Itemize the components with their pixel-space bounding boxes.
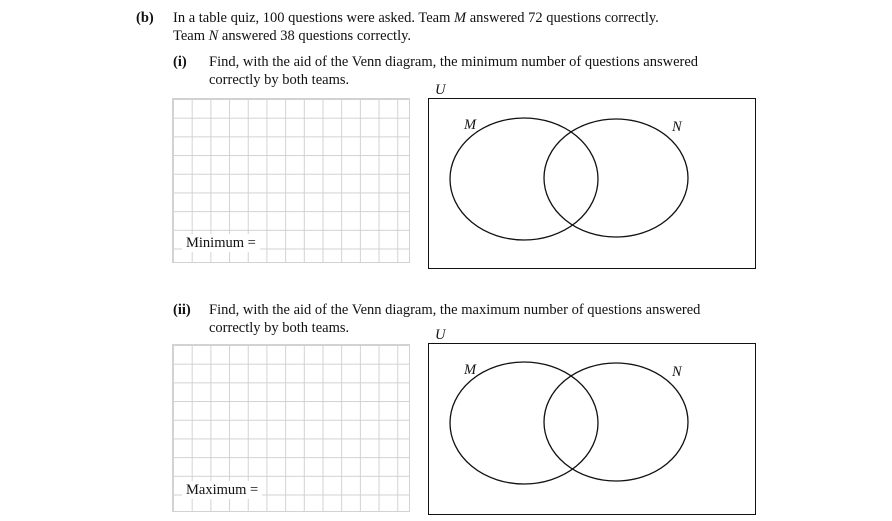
part-ii-label: (ii): [173, 302, 191, 318]
set-n-label-ii: N: [672, 364, 682, 380]
set-n-circle: [544, 119, 688, 237]
intro-line2-post: answered 38 questions correctly.: [218, 28, 412, 44]
part-ii-text-line2: correctly by both teams.: [209, 320, 350, 336]
team-m-name: M: [453, 10, 467, 26]
set-m-label-i: M: [464, 117, 477, 133]
venn-circles-ii: [429, 344, 757, 516]
venn-diagram-ii: [428, 343, 756, 515]
maximum-label: Maximum =: [182, 481, 262, 499]
team-n-name: N: [208, 28, 219, 44]
set-m-circle: [450, 362, 598, 484]
question-intro-line2: [173, 27, 411, 45]
set-n-label-i: N: [672, 119, 682, 135]
intro-line1-pre: In a table quiz, 100 questions were asked. Team: [173, 10, 454, 26]
universe-label-ii: U: [435, 327, 446, 343]
venn-circles-i: [429, 99, 757, 270]
venn-diagram-i: [428, 98, 756, 269]
universe-label-i: U: [435, 82, 446, 98]
intro-line2-pre: Team: [173, 28, 209, 44]
part-i-text-line2: correctly by both teams.: [209, 72, 350, 88]
part-ii-text-line1: Find, with the aid of the Venn diagram, the maximum number of questions answered: [209, 302, 701, 318]
minimum-label: Minimum =: [182, 234, 260, 252]
set-m-circle: [450, 118, 598, 240]
part-b-label: (b): [136, 10, 154, 26]
part-i-label: (i): [173, 54, 187, 70]
intro-line1-post: answered 72 questions correctly.: [466, 10, 659, 26]
set-n-circle: [544, 363, 688, 481]
set-m-label-ii: M: [464, 362, 477, 378]
question-intro-line1: [173, 9, 659, 27]
part-i-text-line1: Find, with the aid of the Venn diagram, the minimum number of questions answered: [209, 54, 699, 70]
